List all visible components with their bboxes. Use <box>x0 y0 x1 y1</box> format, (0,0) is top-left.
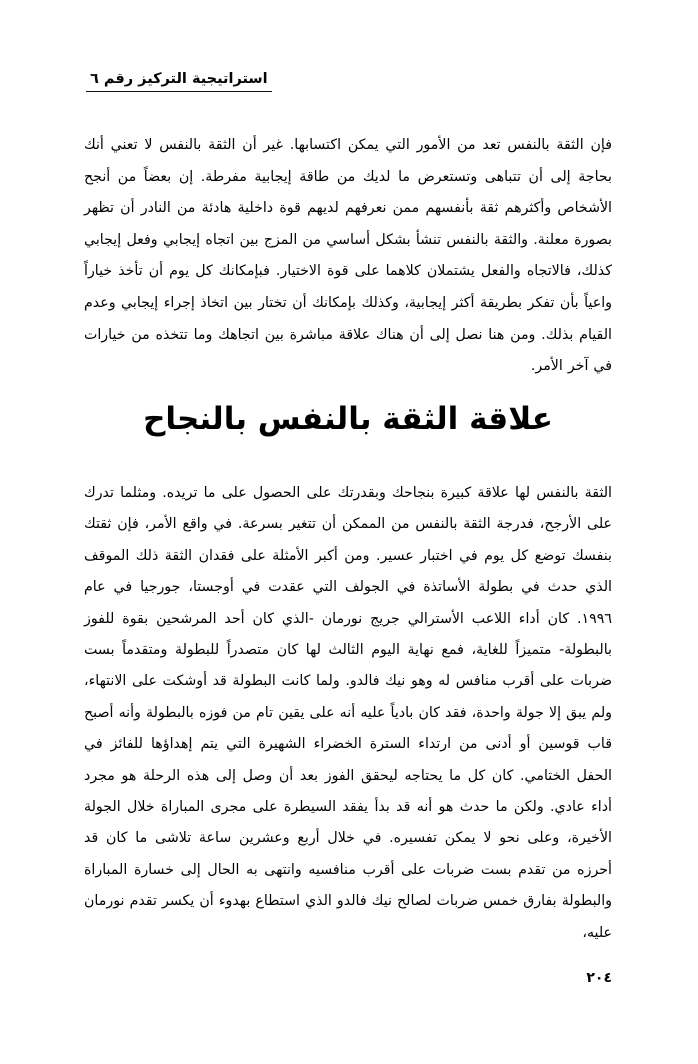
intro-paragraph-block <box>84 130 612 383</box>
main-paragraph-block <box>84 478 612 949</box>
page-footer <box>586 967 612 986</box>
section-heading-title: علاقة الثقة بالنفس بالنجاح <box>143 401 553 437</box>
running-header-rule <box>86 72 272 92</box>
page-number: ٢٠٤ <box>586 970 612 986</box>
main-paragraph-text: الثقة بالنفس لها علاقة كبيرة بنجاحك وبقدرتك على الحصول على ما تريده. ومثلما تدرك على الأرجح، فدرجة الثقة بالنفس من الممكن أن تتغير بسرعة. في واقع الأمر، فإن ثقتك بنفسك توضع كل يوم في اختبار عسير. ومن أكبر الأمثلة على فقدان الثقة ذلك الموقف الذي حدث في بطولة الأساتذة في الجولف التي عقدت في أوجستا، جورجيا في عام ١٩٩٦. كان أداء اللاعب الأسترالي جريج نورمان -الذي كان أحد المرشحين بقوة للفوز بالبطولة- متميزاً للغاية، فمع نهاية اليوم الثالث لها كان متصدراً للبطولة ومتقدماً بست ضربات على أقرب منافس له وهو نيك فالدو. ولما كانت البطولة قد أوشكت على الانتهاء، ولم يبق إلا جولة واحدة، فقد كان بادياً عليه أنه على يقين تام من فوزه بالبطولة وأنه أصبح قاب قوسين أو أدنى من ارتداء السترة الخضراء الشهيرة التي يتم إهداؤها للفائز في الحفل الختامي. كان كل ما يحتاجه ليحقق الفوز بعد أن وصل إلى هذه الرحلة هو مجرد أداء عادي. ولكن ما حدث هو أنه قد بدأ يفقد السيطرة على مجرى المباراة خلال الجولة الأخيرة، وعلى نحو لا يمكن تفسيره. في خلال أربع وعشرين ساعة تلاشى ما كان قد أحرزه من تقدم بست ضربات على أقرب منافسيه وانتهى به الحال إلى خسارة المباراة والبطولة بفارق خمس ضربات لصالح نيك فالدو الذي استطاع بهدوء أن يكسر تقدم نورمان عليه، <box>84 485 612 941</box>
intro-paragraph-text: فإن الثقة بالنفس تعد من الأمور التي يمكن اكتسابها. غير أن الثقة بالنفس لا تعني أنك بحاجة إلى أن تتباهى وتستعرض ما لديك من طاقة إيجابية مفرطة. إن بعضاً من أنجح الأشخاص وأكثرهم ثقة بأنفسهم ممن نعرفهم لديهم قوة داخلية هادئة من النادر أن تظهر بصورة معلنة. والثقة بالنفس تنشأ بشكل أساسي من المزج بين اتجاه إيجابي وفعل إيجابي كذلك، فالاتجاه والفعل يشتملان كلاهما على قوة الاختيار. فبإمكانك كل يوم أن تأخذ خياراً واعياً بأن تفكر بطريقة أكثر إيجابية، وكذلك بإمكانك أن تختار بين اتخاذ إجراء إيجابي وعدم القيام بذلك. ومن هنا نصل إلى أن هناك علاقة مباشرة بين اتجاهك وما تتخذه من خيارات في آخر الأمر. <box>84 137 612 375</box>
running-header-title: استراتيجية التركيز رقم ٦ <box>90 71 268 87</box>
running-header <box>86 72 612 102</box>
section-heading-block <box>84 400 612 439</box>
